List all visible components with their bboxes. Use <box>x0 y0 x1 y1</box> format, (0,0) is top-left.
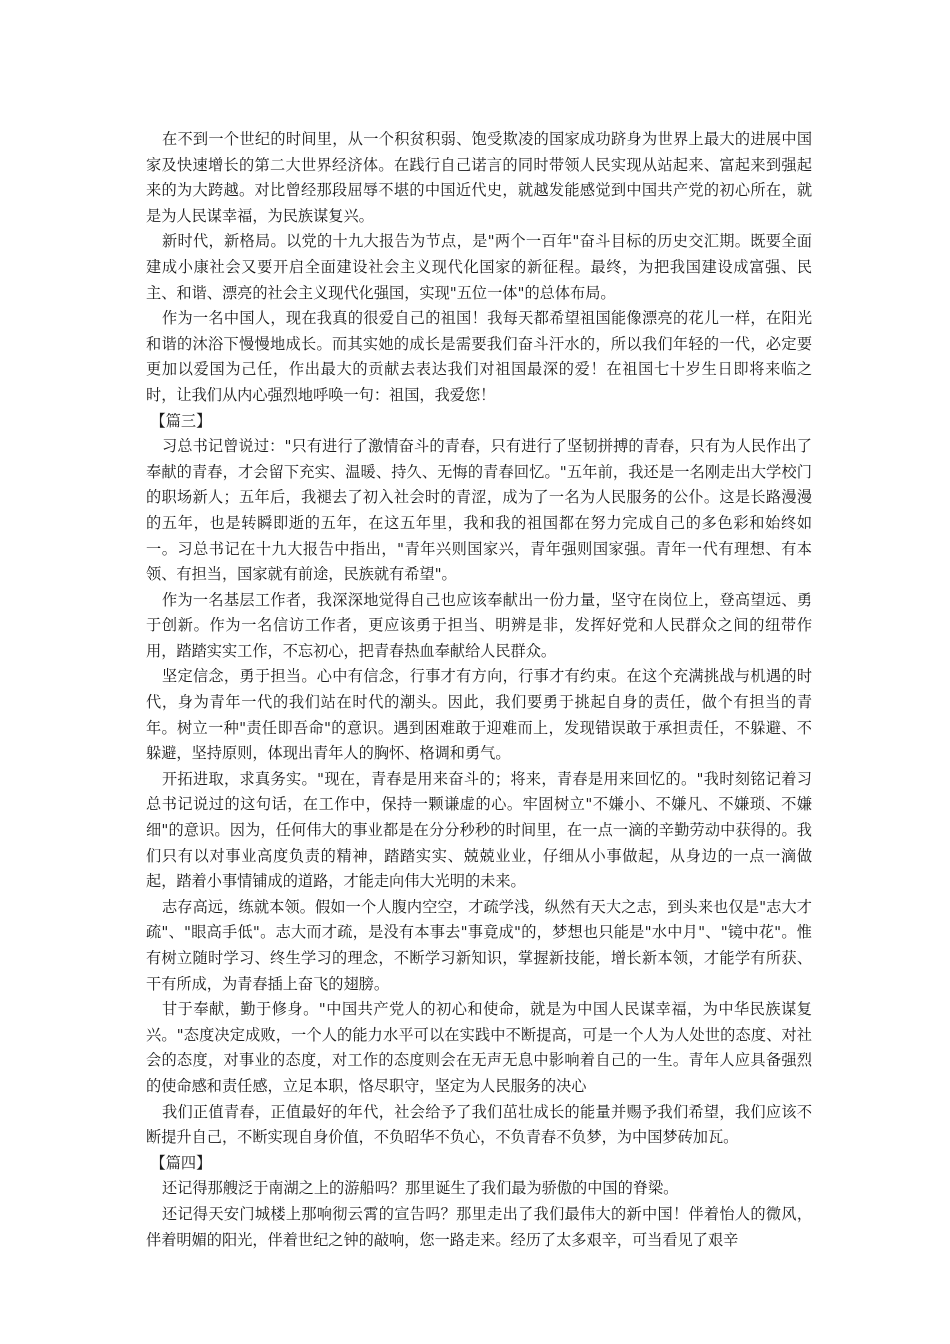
section4-paragraph-1: 还记得那艘泛于南湖之上的游船吗？那里诞生了我们最为骄傲的中国的脊梁。 <box>161 1179 679 1198</box>
section-heading-4: 【篇四】 <box>150 1153 212 1172</box>
section-heading-3: 【篇三】 <box>150 411 212 430</box>
section3-paragraph-2: 作为一名基层工作者，我深深地觉得自己也应该奉献出一份力量，坚守在岗位上，登高望远、勇于创新。作为一名信访工作者，更应该勇于担当、明辨是非，发挥好党和人民群众之间的纽带作用，踏踏实实工作，不忘初心，把青春热血奉献给人民群众。 <box>146 590 812 660</box>
section3-paragraph-7: 我们正值青春，正值最好的年代，社会给予了我们茁壮成长的能量并赐予我们希望，我们应该不断提升自己，不断实现自身价值，不负昭华不负心，不负青春不负梦，为中国梦砖加瓦。 <box>146 1102 812 1147</box>
document-page <box>146 127 812 1253</box>
section4-paragraph-2: 还记得天安门城楼上那响彻云霄的宣告吗？那里走出了我们最伟大的新中国！伴着怡人的微风，伴着明媚的阳光，伴着世纪之钟的敲响，您一路走来。经历了太多艰辛，可当看见了艰辛 <box>146 1204 812 1249</box>
paragraph-2: 新时代，新格局。以党的十九大报告为节点，是"两个一百年"奋斗目标的历史交汇期。既要全面建成小康社会又要开启全面建设社会主义现代化国家的新征程。最终，为把我国建设成富强、民主、和谐、漂亮的社会主义现代化强国，实现"五位一体"的总体布局。 <box>146 232 812 302</box>
paragraph-3: 作为一名中国人，现在我真的很爱自己的祖国！我每天都希望祖国能像漂亮的花儿一样，在阳光和谐的沐浴下慢慢地成长。而其实她的成长是需要我们奋斗汗水的，所以我们年轻的一代，必定要更加以爱国为己任，作出最大的贡献去表达我们对祖国最深的爱！在祖国七十岁生日即将来临之时，让我们从内心强烈地呼唤一句：祖国，我爱您！ <box>146 309 812 404</box>
section3-paragraph-6: 甘于奉献，勤于修身。"中国共产党人的初心和使命，就是为中国人民谋幸福，为中华民族谋复兴。"态度决定成败，一个人的能力水平可以在实践中不断提高，可是一个人为人处世的态度、对社会的态度，对事业的态度，对工作的态度则会在无声无息中影响着自己的一生。青年人应具备强烈的使命感和责任感，立足本职，恪尽职守，坚定为人民服务的决心 <box>146 1000 812 1095</box>
section3-paragraph-4: 开拓进取，求真务实。"现在，青春是用来奋斗的；将来，青春是用来回忆的。"我时刻铭记着习总书记说过的这句话，在工作中，保持一颗谦虚的心。牢固树立"不嫌小、不嫌凡、不嫌琐、不嫌细"的意识。因为，任何伟大的事业都是在分分秒秒的时间里，在一点一滴的辛勤劳动中获得的。我们只有以对事业高度负责的精神，踏踏实实、兢兢业业，仔细从小事做起，从身边的一点一滴做起，踏着小事情铺成的道路，才能走向伟大光明的未来。 <box>146 769 812 891</box>
section3-paragraph-5: 志存高远，练就本领。假如一个人腹内空空，才疏学浅，纵然有天大之志，到头来也仅是"志大才疏"、"眼高手低"。志大而才疏，是没有本事去"事竟成"的，梦想也只能是"水中月"、"镜中花"。惟有树立随时学习、终生学习的理念，不断学习新知识，掌握新技能，增长新本领，才能学有所获、干有所成，为青春插上奋飞的翅膀。 <box>146 897 812 993</box>
section3-paragraph-1: 习总书记曾说过："只有进行了激情奋斗的青春，只有进行了坚韧拼搏的青春，只有为人民作出了奉献的青春，才会留下充实、温暖、持久、无悔的青春回忆。"五年前，我还是一名刚走出大学校门的职场新人；五年后，我褪去了初入社会时的青涩，成为了一名为人民服务的公仆。这是长路漫漫的五年，也是转瞬即逝的五年，在这五年里，我和我的祖国都在努力完成自己的多色彩和始终如一。习总书记在十九大报告中指出，"青年兴则国家兴，青年强则国家强。青年一代有理想、有本领、有担当，国家就有前途，民族就有希望"。 <box>146 437 812 584</box>
paragraph-1: 在不到一个世纪的时间里，从一个积贫积弱、饱受欺凌的国家成功跻身为世界上最大的进展中国家及快速增长的第二大世界经济体。在践行自己诺言的同时带领人民实现从站起来、富起来到强起来的为大跨越。对比曾经那段屈辱不堪的中国近代史，就越发能感觉到中国共产党的初心所在，就是为人民谋幸福，为民族谋复兴。 <box>146 130 812 225</box>
section3-paragraph-3: 坚定信念，勇于担当。心中有信念，行事才有方向，行事才有约束。在这个充满挑战与机遇的时代，身为青年一代的我们站在时代的潮头。因此，我们要勇于挑起自身的责任，做个有担当的青年。树立一种"责任即吾命"的意识。遇到困难敢于迎难而上，发现错误敢于承担责任，不躲避、不躲避，坚持原则，体现出青年人的胸怀、格调和勇气。 <box>146 667 812 763</box>
